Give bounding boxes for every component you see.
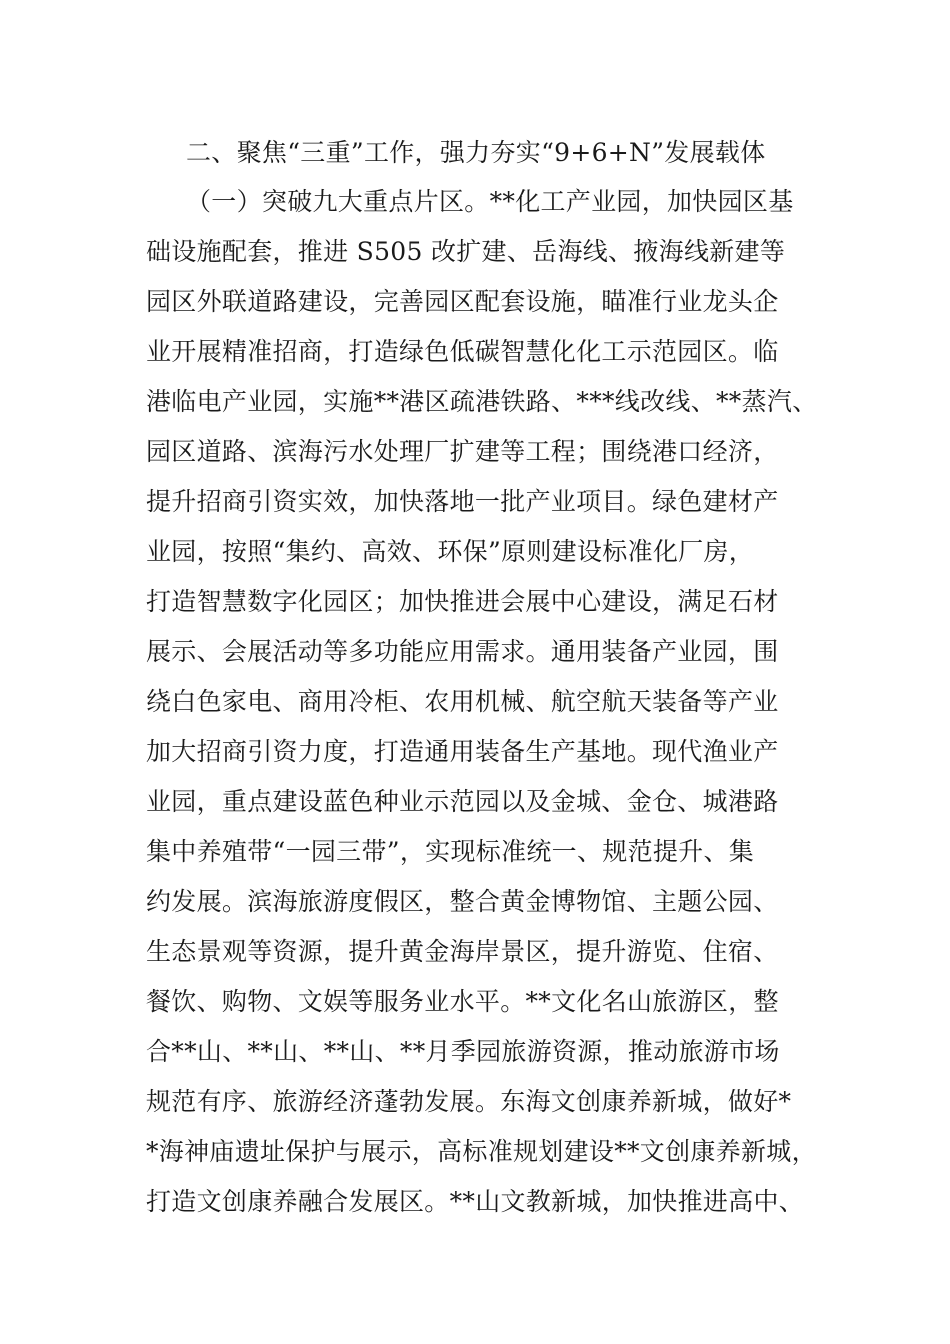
text-line: 集中养殖带“一园三带”，实现标准统一、规范提升、集	[146, 837, 755, 866]
text-line: 园区外联道路建设，完善园区配套设施，瞄准行业龙头企	[146, 287, 779, 316]
text-line: 绕白色家电、商用冷柜、农用机械、航空航天装备等产业	[146, 687, 779, 716]
text-line: 业开展精准招商，打造绿色低碳智慧化化工示范园区。临	[146, 337, 779, 366]
text-line: 园区道路、滨海污水处理厂扩建等工程；围绕港口经济，	[146, 437, 779, 466]
text-line: 生态景观等资源，提升黄金海岸景区，提升游览、住宿、	[146, 937, 779, 966]
text-line: 提升招商引资实效，加快落地一批产业项目。绿色建材产	[146, 487, 779, 516]
text-line: *海神庙遗址保护与展示，高标准规划建设**文创康养新城，	[146, 1137, 817, 1166]
text-line: 加大招商引资力度，打造通用装备生产基地。现代渔业产	[146, 737, 779, 766]
text-line: 展示、会展活动等多功能应用需求。通用装备产业园，围	[146, 637, 779, 666]
text-line: 打造文创康养融合发展区。**山文教新城，加快推进高中、	[146, 1187, 805, 1216]
section-heading: 二、聚焦“三重”工作，强力夯实“9+6+N”发展载体	[186, 138, 766, 167]
text-line: 打造智慧数字化园区；加快推进会展中心建设，满足石材	[146, 587, 779, 616]
text-line: 合**山、**山、**山、**月季园旅游资源，推动旅游市场	[146, 1037, 780, 1066]
body-paragraph	[146, 177, 846, 1227]
text-line: 业园，重点建设蓝色种业示范园以及金城、金仓、城港路	[146, 787, 779, 816]
text-line: 港临电产业园，实施**港区疏港铁路、***线改线、**蒸汽、	[146, 387, 818, 416]
text-line: 规范有序、旅游经济蓬勃发展。东海文创康养新城，做好*	[146, 1087, 792, 1116]
text-line: 础设施配套，推进 S505 改扩建、岳海线、掖海线新建等	[146, 237, 786, 266]
text-line: （一）突破九大重点片区。**化工产业园，加快园区基	[186, 187, 794, 216]
text-line: 约发展。滨海旅游度假区，整合黄金博物馆、主题公园、	[146, 887, 779, 916]
text-line: 业园，按照“集约、高效、环保”原则建设标准化厂房，	[146, 537, 755, 566]
text-line: 餐饮、购物、文娱等服务业水平。**文化名山旅游区，整	[146, 987, 779, 1016]
